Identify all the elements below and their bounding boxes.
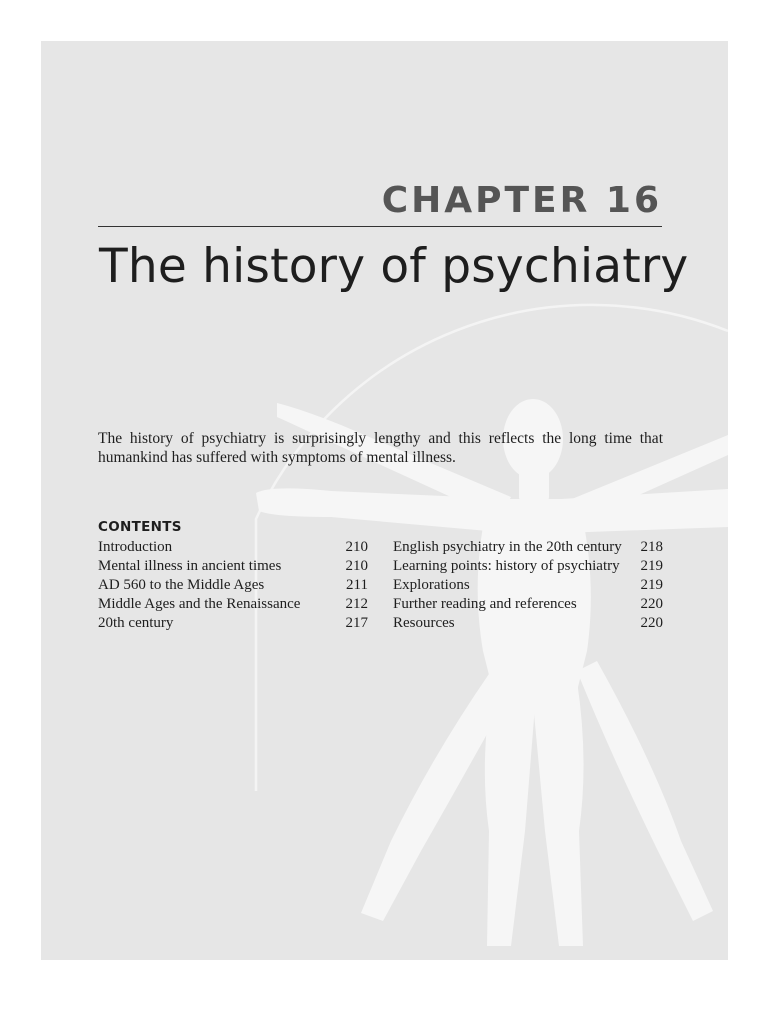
toc-entry-title: English psychiatry in the 20th century — [393, 539, 622, 555]
toc-entry — [393, 595, 663, 614]
toc-entry-title: AD 560 to the Middle Ages — [98, 577, 265, 593]
contents-heading: CONTENTS — [98, 519, 182, 535]
toc-entry-page: 211 — [346, 577, 368, 593]
toc-entry-title: 20th century — [98, 615, 174, 631]
toc-entry-title: Further reading and references — [393, 596, 577, 612]
contents-column-right — [393, 538, 663, 633]
toc-entry — [98, 538, 368, 557]
toc-entry-page: 217 — [345, 615, 368, 631]
toc-entry-page: 219 — [640, 558, 663, 574]
toc-entry-page: 210 — [345, 558, 368, 574]
toc-entry-title: Learning points: history of psychiatry — [393, 558, 620, 574]
toc-entry-page: 212 — [345, 596, 368, 612]
toc-entry-page: 219 — [640, 577, 663, 593]
toc-entry-title: Explorations — [393, 577, 470, 593]
toc-entry-title: Introduction — [98, 539, 173, 555]
vitruvian-man-watermark — [41, 41, 728, 960]
toc-entry — [393, 614, 663, 633]
contents-column-left — [98, 538, 368, 633]
toc-entry — [393, 557, 663, 576]
toc-entry — [98, 576, 368, 595]
chapter-title: The history of psychiatry — [99, 239, 689, 294]
toc-entry-page: 220 — [640, 615, 663, 631]
toc-entry — [98, 595, 368, 614]
toc-entry-title: Mental illness in ancient times — [98, 558, 282, 574]
toc-entry — [393, 576, 663, 595]
chapter-rule — [98, 226, 662, 227]
toc-entry-title: Middle Ages and the Renaissance — [98, 596, 301, 612]
chapter-page — [41, 41, 728, 960]
toc-entry-page: 220 — [640, 596, 663, 612]
toc-entry-title: Resources — [393, 615, 455, 631]
toc-entry — [393, 538, 663, 557]
chapter-number: CHAPTER 16 — [381, 180, 662, 221]
intro-paragraph: The history of psychiatry is surprisingly lengthy and this reflects the long time that humankind has suffered with symptoms of mental illness. — [98, 430, 663, 466]
toc-entry-page: 210 — [345, 539, 368, 555]
toc-entry — [98, 557, 368, 576]
toc-entry-page: 218 — [640, 539, 663, 555]
toc-entry — [98, 614, 368, 633]
